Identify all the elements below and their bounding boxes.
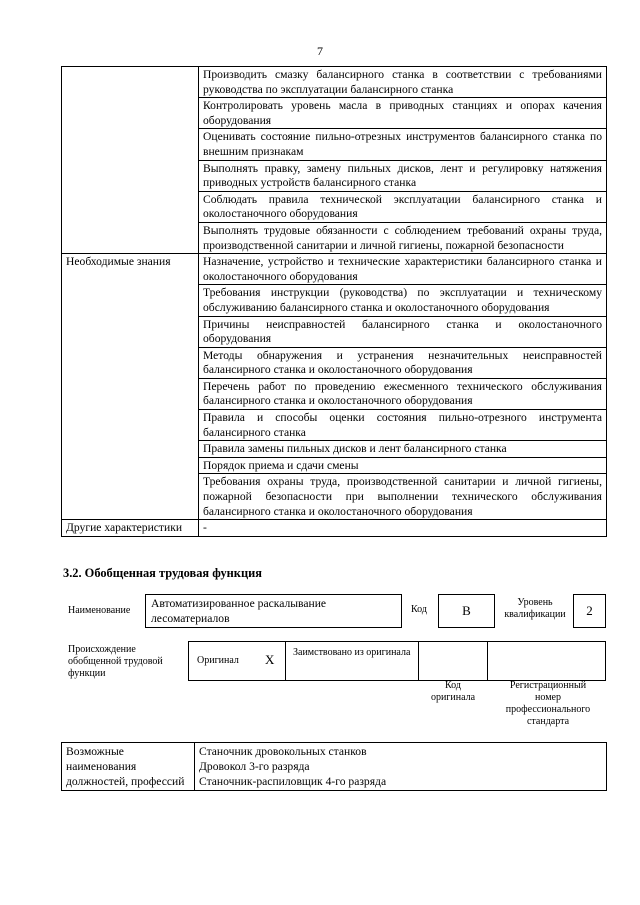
professions-table (61, 742, 607, 791)
other-value: - (199, 520, 607, 537)
competency-table (61, 66, 607, 537)
page-number: 7 (317, 44, 323, 58)
professions-list (195, 743, 607, 791)
registration-caption: Регистрационный номер профессионального стандарта (505, 680, 591, 727)
table-row (62, 520, 607, 537)
profession-item: Станочник-распиловщик 4-го разряда (199, 775, 387, 788)
code-label: Код (411, 604, 427, 615)
table-row (62, 743, 607, 791)
profession-item: Станочник дровокольных станков (199, 745, 367, 758)
knowledge-item: Назначение, устройство и технические характеристики балансирного станка и околостаночного оборудования (199, 254, 607, 285)
skill-item: Производить смазку балансирного станка в соответствии с требованиями руководства по эксплуатации балансирного станка (199, 67, 607, 98)
borrowed-label: Заимствовано из оригинала (293, 647, 411, 658)
knowledge-item: Правила замены пильных дисков и лент балансирного станка (199, 441, 607, 458)
original-label: Оригинал (197, 655, 239, 666)
name-label: Наименование (68, 605, 131, 616)
code-original-caption: Код оригинала (430, 680, 476, 703)
section-title: 3.2. Обобщенная трудовая функция (63, 566, 262, 580)
original-mark: X (265, 652, 275, 667)
other-label: Другие характеристики (62, 520, 199, 537)
knowledge-item: Правила и способы оценки состояния пильно-отрезного инструмента балансирного станка (199, 410, 607, 441)
knowledge-item: Порядок приема и сдачи смены (199, 457, 607, 474)
function-name-value: Автоматизированное раскалывание лесоматериалов (145, 594, 402, 628)
profession-item: Дровокол 3-го разряда (199, 760, 310, 773)
skill-item: Соблюдать правила технической эксплуатации балансирного станка и околостаночного оборудования (199, 191, 607, 222)
knowledge-item: Требования инструкции (руководства) по эксплуатации и техническому обслуживанию балансирного станка и околостаночного оборудования (199, 285, 607, 316)
skills-label-cell (62, 67, 199, 254)
divider (487, 641, 488, 681)
knowledge-item: Перечень работ по проведению ежесменного технического обслуживания балансирного станка и околостаночного оборудования (199, 378, 607, 409)
knowledge-label: Необходимые знания (62, 254, 199, 520)
knowledge-item: Причины неисправностей балансирного станка и околостаночного оборудования (199, 316, 607, 347)
table-row (62, 67, 607, 98)
knowledge-item: Методы обнаружения и устранения незначительных неисправностей балансирного станка и околостаночного оборудования (199, 347, 607, 378)
code-value: B (438, 594, 495, 628)
knowledge-item: Требования охраны труда, производственной санитарии и личной гигиены, пожарной безопасности при выполнении технического обслуживания балансирного станка и околостаночного оборудования (199, 474, 607, 520)
divider (285, 641, 286, 681)
table-row (62, 254, 607, 285)
professions-label: Возможные наименования должностей, профессий (62, 743, 195, 791)
divider (418, 641, 419, 681)
skill-item: Выполнять трудовые обязанности с соблюдением требований охраны труда, производственной санитарии и личной гигиены, пожарной безопасности (199, 222, 607, 253)
skill-item: Выполнять правку, замену пильных дисков, лент и регулировку натяжения приводных устройств балансирного станка (199, 160, 607, 191)
level-value: 2 (573, 594, 606, 628)
skill-item: Контролировать уровень масла в приводных станциях и опорах качения оборудования (199, 98, 607, 129)
level-label: Уровень квалификации (504, 597, 566, 620)
skill-item: Оценивать состояние пильно-отрезных инструментов балансирного станка по внешним признакам (199, 129, 607, 160)
origin-label: Происхождение обобщенной трудовой функции (68, 644, 163, 679)
